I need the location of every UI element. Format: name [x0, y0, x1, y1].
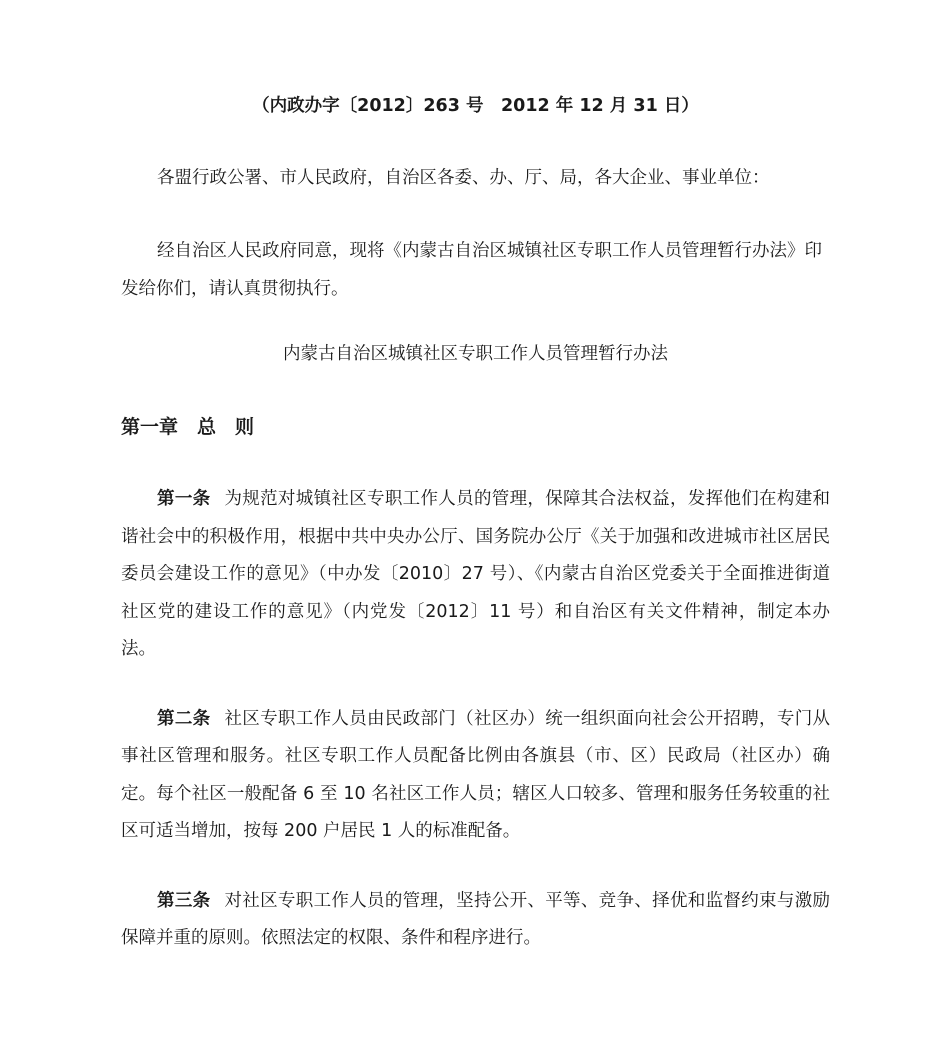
article-label: 第三条 [157, 890, 211, 911]
article-text: 为规范对城镇社区专职工作人员的管理，保障其合法权益，发挥他们在构建和谐社会中的积极作用，根据中共中央办公厅、国务院办公厅《关于加强和改进城市社区居民委员会建设工作的意见》（中办发〔2010〕27 号）、《内蒙古自治区党委关于全面推进街道社区党的建设工作的意见》（内党发〔2012〕11 号）和自治区有关文件精神，制定本办法。 [121, 489, 831, 659]
chapter-heading: 第一章 总 则 [121, 416, 255, 438]
article-label: 第一条 [157, 489, 211, 509]
article-paragraph [121, 883, 830, 958]
intro-paragraph: 经自治区人民政府同意，现将《内蒙古自治区城镇社区专职工作人员管理暂行办法》印发给你们，请认真贯彻执行。 [121, 241, 822, 299]
document-body [121, 92, 830, 990]
article-text: 对社区专职工作人员的管理，坚持公开、平等、竞争、择优和监督约束与激励保障并重的原则。依照法定的权限、条件和程序进行。 [121, 890, 831, 948]
article-text: 社区专职工作人员由民政部门（社区办）统一组织面向社会公开招聘，专门从事社区管理和服务。社区专职工作人员配备比例由各旗县（市、区）民政局（社区办）确定。每个社区一般配备 6 至 10 名社区工作人员；辖区人口较多、管理和服务任务较重的社区可适当增加，按每 200 户居民 1 人的标准配备。 [121, 708, 831, 841]
addressee-line: 各盟行政公署、市人民政府，自治区各委、办、厅、局，各大企业、事业单位： [157, 168, 770, 188]
article-paragraph [121, 701, 830, 851]
article-paragraph [121, 481, 830, 669]
article-label: 第二条 [157, 708, 211, 729]
document-number-line: （内政办字〔2012〕263 号 2012 年 12 月 31 日） [252, 96, 699, 116]
document-title: 内蒙古自治区城镇社区专职工作人员管理暂行办法 [283, 344, 668, 364]
